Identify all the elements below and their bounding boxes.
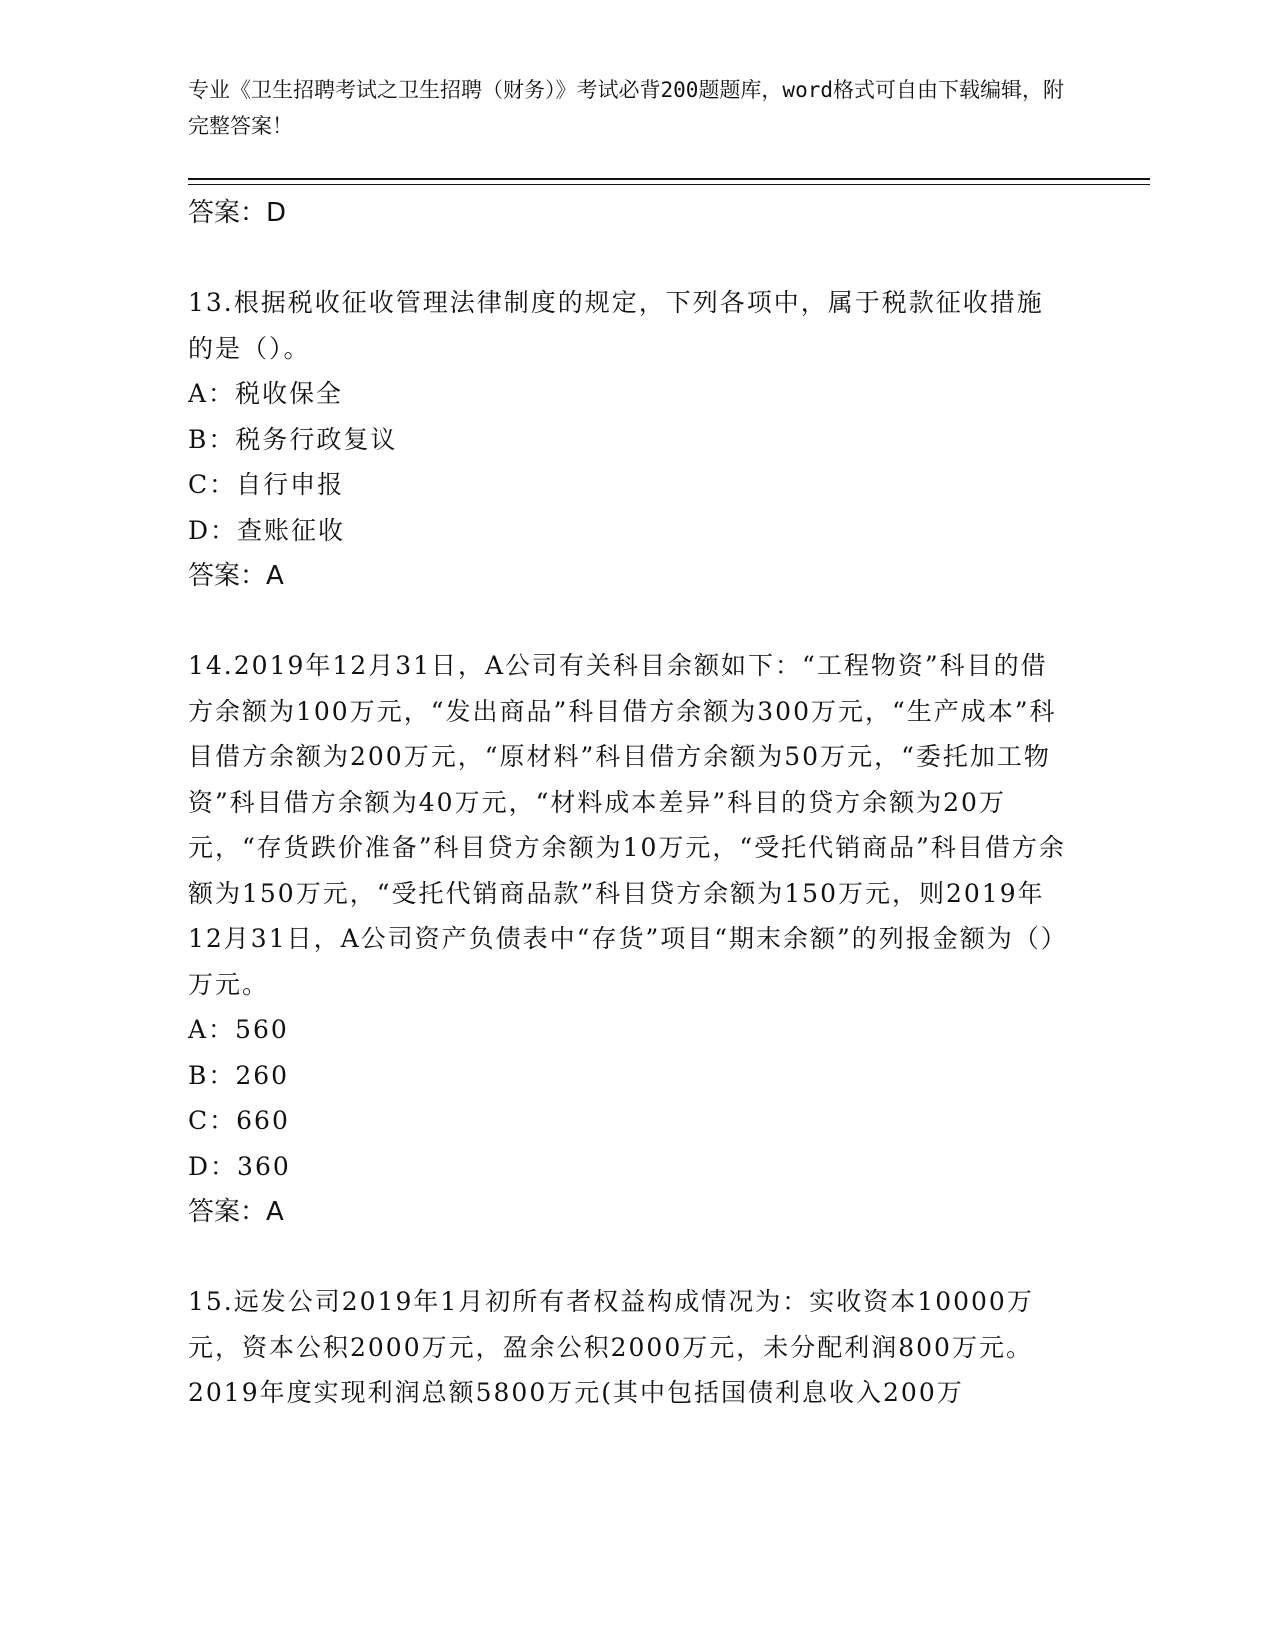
answer-line: 答案：D	[188, 198, 287, 228]
answer-line: 答案：A	[188, 561, 284, 591]
question-13	[188, 280, 1068, 599]
answer-line: 答案：A	[188, 1197, 284, 1227]
option-b: B：260	[188, 1060, 290, 1090]
question-15	[188, 1279, 1068, 1416]
header-divider-thin	[188, 184, 1150, 185]
option-b: B：税务行政复议	[188, 424, 398, 454]
option-a: A：税收保全	[188, 379, 344, 408]
option-c: C：自行申报	[188, 470, 345, 499]
question-text: 14.2019年12月31日，A公司有关科目余额如下：“工程物资”科目的借方余额为100万元，“发出商品”科目借方余额为300万元，“生产成本”科目借方余额为200万元，“原材料”科目借方余额为50万元，“委托加工物资”科目借方余额为40万元，“材料成本差异”科目的贷方余额为20万元，“存货跌价准备”科目贷方余额为10万元，“受托代销商品”科目借方余额为150万元，“受托代销商品款”科目贷方余额为150万元，则2019年12月31日，A公司资产负债表中“存货”项目“期末余额”的列报金额为（）万元。	[188, 651, 1068, 999]
option-d: D：360	[188, 1151, 291, 1181]
header-divider-thick	[188, 178, 1150, 180]
question-14	[188, 643, 1068, 1235]
document-header: 专业《卫生招聘考试之卫生招聘（财务）》考试必背200题题库，word格式可自由下载编辑，附完整答案！	[188, 78, 1064, 138]
option-c: C：660	[188, 1106, 290, 1135]
option-d: D：查账征收	[188, 515, 346, 545]
option-a: A：560	[188, 1015, 289, 1044]
question-text: 13.根据税收征收管理法律制度的规定，下列各项中，属于税款征收措施的是（）。	[188, 288, 1044, 363]
question-text: 15.远发公司2019年1月初所有者权益构成情况为：实收资本10000万元，资本公积2000万元，盈余公积2000万元，未分配利润800万元。2019年度实现利润总额5800万元(其中包括国债利息收入200万	[188, 1287, 1034, 1407]
document-body	[188, 190, 1068, 1416]
